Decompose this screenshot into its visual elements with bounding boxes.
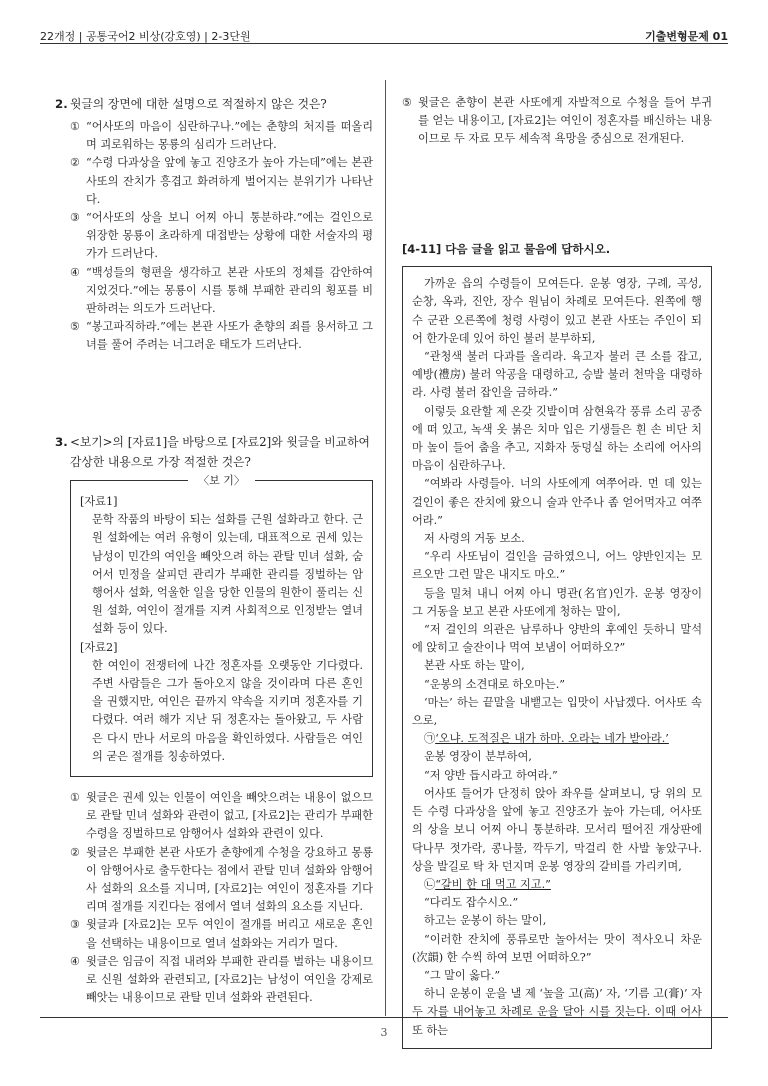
- choice-number: ④: [70, 954, 81, 968]
- choice-number: ⑤: [70, 320, 81, 334]
- choice-text: 윗글과 [자료2]는 모두 여인이 절개를 버리고 새로운 혼인을 선택하는 내용이므로 열녀 설화와는 거리가 멀다.: [86, 918, 373, 950]
- left-column: [55, 94, 373, 355]
- choice-number: ②: [70, 156, 81, 170]
- passage-paragraph: 하니 운봉이 운을 낼 제 ‘높을 고(高)’ 자, ‘기름 고(膏)’ 자 두 자를 내어놓고 차례로 운을 달아 시를 짓는다. 이때 어사또 하는: [412, 987, 702, 1037]
- bogi-body: [80, 493, 363, 766]
- header-rule: [40, 43, 728, 44]
- marked-text: “갈비 한 대 먹고 지고.”: [435, 877, 551, 891]
- left-column-lower: [55, 432, 373, 1007]
- choice-text: “봉고파직하라.”에는 본관 사또가 춘향의 죄를 용서하고 그녀를 풀어 주려는 너그러운 태도가 드러난다.: [86, 320, 373, 352]
- passage-paragraph: “저 걸인의 의관은 남루하나 양반의 후예인 듯하니 말석에 앉히고 술잔이나 먹여 보냄이 어떠하오?”: [412, 623, 702, 655]
- answer-choice: [402, 94, 712, 149]
- choice-number: ④: [70, 265, 81, 279]
- answer-choice: [70, 318, 373, 354]
- choice-number: ③: [70, 918, 81, 932]
- choice-text: 윗글은 부패한 본관 사또가 춘향에게 수청을 강요하고 몽룡이 암행어사로 출두한다는 점에서 관탈 민녀 설화와 암행어사 설화의 요소를 지니며, [자료2]는 여인이 정혼자를 기다리며 절개를 지킨다는 점에서 열녀 설화의 요소를 지닌다.: [86, 845, 373, 914]
- passage-paragraph: “저 양반 듭시라고 하여라.”: [424, 768, 558, 782]
- passage-paragraph: “우리 사또님이 걸인을 금하였으니, 어느 양반인지는 모르오만 그런 말은 내지도 마오.”: [412, 550, 702, 582]
- choice-number: ③: [70, 211, 81, 225]
- answer-choice: [70, 953, 373, 1008]
- passage-paragraph: 등을 밀쳐 내니 어찌 아니 명관(名官)인가. 운봉 영장이 그 거동을 보고 본관 사또에게 청하는 말이,: [412, 586, 702, 618]
- right-column: [402, 94, 712, 149]
- choice-number: ⑤: [402, 96, 413, 109]
- choice-list: [70, 789, 373, 1007]
- passage-paragraph: “다리도 잡수시오.”: [424, 896, 519, 910]
- bogi-paragraph: [자료1]: [80, 495, 118, 508]
- answer-choice: [70, 844, 373, 917]
- footer-rule: [40, 1017, 728, 1018]
- question-stem: <보기>의 [자료1]을 바탕으로 [자료2]와 윗글을 비교하여 감상한 내용으로 가장 적절한 것은?: [70, 435, 370, 469]
- section-heading: [4-11] 다음 글을 읽고 물음에 답하시오.: [402, 242, 611, 256]
- bogi-title: 〈보 기〉: [188, 474, 255, 487]
- answer-choice: [70, 789, 373, 844]
- passage-paragraph: “그 말이 옳다.”: [424, 968, 501, 982]
- passage-paragraph: “이러한 잔치에 풍류로만 놀아서는 맛이 적사오니 차운(次韻) 한 수씩 하여 보면 어떠하오?”: [412, 932, 702, 964]
- answer-choice: [70, 264, 373, 319]
- column-divider: [385, 80, 386, 1016]
- header-title: 기출변형문제 01: [645, 30, 728, 43]
- question-3: [55, 432, 373, 1007]
- question-number: 3.: [55, 435, 68, 449]
- mark-symbol: ㉠: [424, 732, 436, 746]
- bogi-paragraph: 문학 작품의 바탕이 되는 설화를 근원 설화라고 한다. 근원 설화에는 여러 유형이 있는데, 대표적으로 권세 있는 남성이 민간의 여인을 빼앗으려 하는 관탈 민녀 설화, 숨어서 민정을 살피던 관리가 부패한 관리를 징벌하는 암행어사 설화, 억울한 일을 당한 인물의 원한이 풀리는 신원 설화, 여인이 절개를 지켜 사회적으로 인정받는 열녀 설화 등이 있다.: [92, 513, 363, 636]
- passage-paragraph: 운봉 영장이 분부하여,: [424, 750, 532, 764]
- passage-marked-line-a: [412, 730, 702, 748]
- choice-list-continued: [402, 94, 712, 149]
- choice-number: ①: [70, 120, 81, 133]
- passage-section: [402, 240, 712, 1049]
- page-header: [40, 20, 728, 44]
- bogi-paragraph: [자료2]: [80, 640, 118, 654]
- question-stem: 윗글의 장면에 대한 설명으로 적절하지 않은 것은?: [70, 97, 327, 111]
- choice-text: “백성들의 형편을 생각하고 본관 사또의 정체를 감안하여 지었것다.”에는 몽룡이 시를 통해 부패한 관리의 횡포를 비판하려는 의도가 드러난다.: [86, 265, 373, 316]
- header-course: 22개정 | 공통국어2 비상(강호영) | 2-3단원: [40, 30, 251, 43]
- answer-choice: [70, 916, 373, 952]
- question-number: 2.: [55, 97, 68, 111]
- passage-box: [402, 266, 712, 1049]
- marked-text: ‘오냐. 도적질은 내가 하마. 오라는 네가 받아라.’: [435, 732, 669, 746]
- passage-paragraph: “운봉의 소견대로 하오마는.”: [424, 677, 565, 691]
- passage-marked-line-b: [412, 876, 702, 894]
- passage-paragraph: 어사또 들어가 단정히 앉아 좌우를 살펴보니, 당 위의 모든 수령 다과상을 앞에 놓고 진양조가 높아 가는데, 어사또의 상을 보니 어찌 아니 통분하랴. 모서리 떨어진 개상판에 닥나무 젓가락, 콩나물, 깍두기, 막걸리 한 사발 놓았구나. 상을 발길로 탁 차 던지며 운봉 영장의 갈비를 가리키며,: [412, 786, 702, 873]
- choice-list: [70, 118, 373, 355]
- question-2: [55, 94, 373, 355]
- passage-paragraph: ‘마는’ 하는 끝말을 내뱉고는 입맛이 사납겠다. 어사또 속으로,: [412, 695, 702, 728]
- passage-paragraph: 하고는 운봉이 하는 말이,: [424, 914, 547, 928]
- choice-text: 윗글은 춘향이 본관 사또에게 자발적으로 수청을 들어 부귀를 얻는 내용이고, [자료2]는 여인이 정혼자를 배신하는 내용이므로 두 자료 모두 세속적 욕망을 중심으로 전개된다.: [418, 96, 712, 146]
- choice-text: “어사또의 상을 보니 어찌 아니 통분하랴.”에는 걸인으로 위장한 몽룡이 초라하게 대접받는 상황에 대한 서술자의 평가가 드러난다.: [86, 211, 373, 261]
- choice-number: ②: [70, 845, 81, 859]
- answer-choice: [70, 118, 373, 154]
- choice-text: “수령 다과상을 앞에 놓고 진양조가 높아 가는데”에는 본관 사또의 잔치가 흥겹고 화려하게 벌어지는 분위기가 나타난다.: [86, 156, 373, 206]
- passage-paragraph: “관청색 불러 다과를 올리라. 육고자 불러 큰 소를 잡고, 예방(禮房) 불러 악공을 대령하고, 승발 불러 천막을 대령하라. 사령 불러 잡인을 금하라.”: [412, 350, 702, 400]
- choice-text: 윗글은 권세 있는 인물이 여인을 빼앗으려는 내용이 없으므로 관탈 민녀 설화와 관련이 없고, [자료2]는 관리가 부패한 수령을 징벌하므로 암행어사 설화와 관련이 있다.: [86, 791, 373, 841]
- bogi-paragraph: 한 여인이 전쟁터에 나간 정혼자를 오랫동안 기다렸다. 주변 사람들은 그가 돌아오지 않을 것이라며 다른 혼인을 권했지만, 여인은 끝까지 약속을 지키며 정혼자를 기다렸다. 여러 해가 지난 뒤 정혼자는 돌아왔고, 두 사람은 다시 만나 서로의 마음을 확인하였다. 사람들은 여인의 굳은 절개를 칭송하였다.: [92, 658, 363, 763]
- page-number: 3: [380, 1026, 388, 1039]
- answer-choice: [70, 209, 373, 264]
- answer-choice: [70, 154, 373, 209]
- choice-number: ①: [70, 791, 81, 805]
- mark-symbol: ㉡: [424, 877, 436, 891]
- passage-paragraph: 이렇듯 요란할 제 온갖 깃발이며 삼현육각 풍류 소리 공중에 떠 있고, 녹색 옷 붉은 치마 입은 기생들은 흰 손 비단 치마 높이 들어 춤을 추고, 지화자 둥덩실 하는 소리에 어사의 마음이 심란하구나.: [412, 404, 702, 473]
- passage-paragraph: 저 사령의 거동 보소.: [424, 532, 525, 546]
- bogi-box: [70, 474, 373, 777]
- choice-text: 윗글은 임금이 직접 내려와 부패한 관리를 벌하는 내용이므로 신원 설화와 관련되고, [자료2]는 남성이 여인을 강제로 빼앗는 내용이므로 관탈 민녀 설화와 관련된다.: [86, 954, 373, 1005]
- passage-paragraph: 본관 사또 하는 말이,: [424, 659, 525, 673]
- passage-paragraph: “여봐라 사령들아. 너의 사또에게 여쭈어라. 먼 데 있는 걸인이 좋은 잔치에 왔으니 술과 안주나 좀 얻어먹자고 여쭈어라.”: [412, 477, 702, 527]
- passage-paragraph: 가까운 읍의 수령들이 모여든다. 운봉 영장, 구례, 곡성, 순창, 옥과, 진안, 장수 원님이 차례로 모여든다. 왼쪽에 행수 군관 오른쪽에 청령 사령이 있고 본관 사또는 주인이 되어 한가운데 있어 하인 불러 분부하되,: [412, 277, 702, 345]
- choice-text: “어사또의 마음이 심란하구나.”에는 춘향의 처지를 떠올리며 괴로워하는 몽룡의 심리가 드러난다.: [86, 120, 373, 152]
